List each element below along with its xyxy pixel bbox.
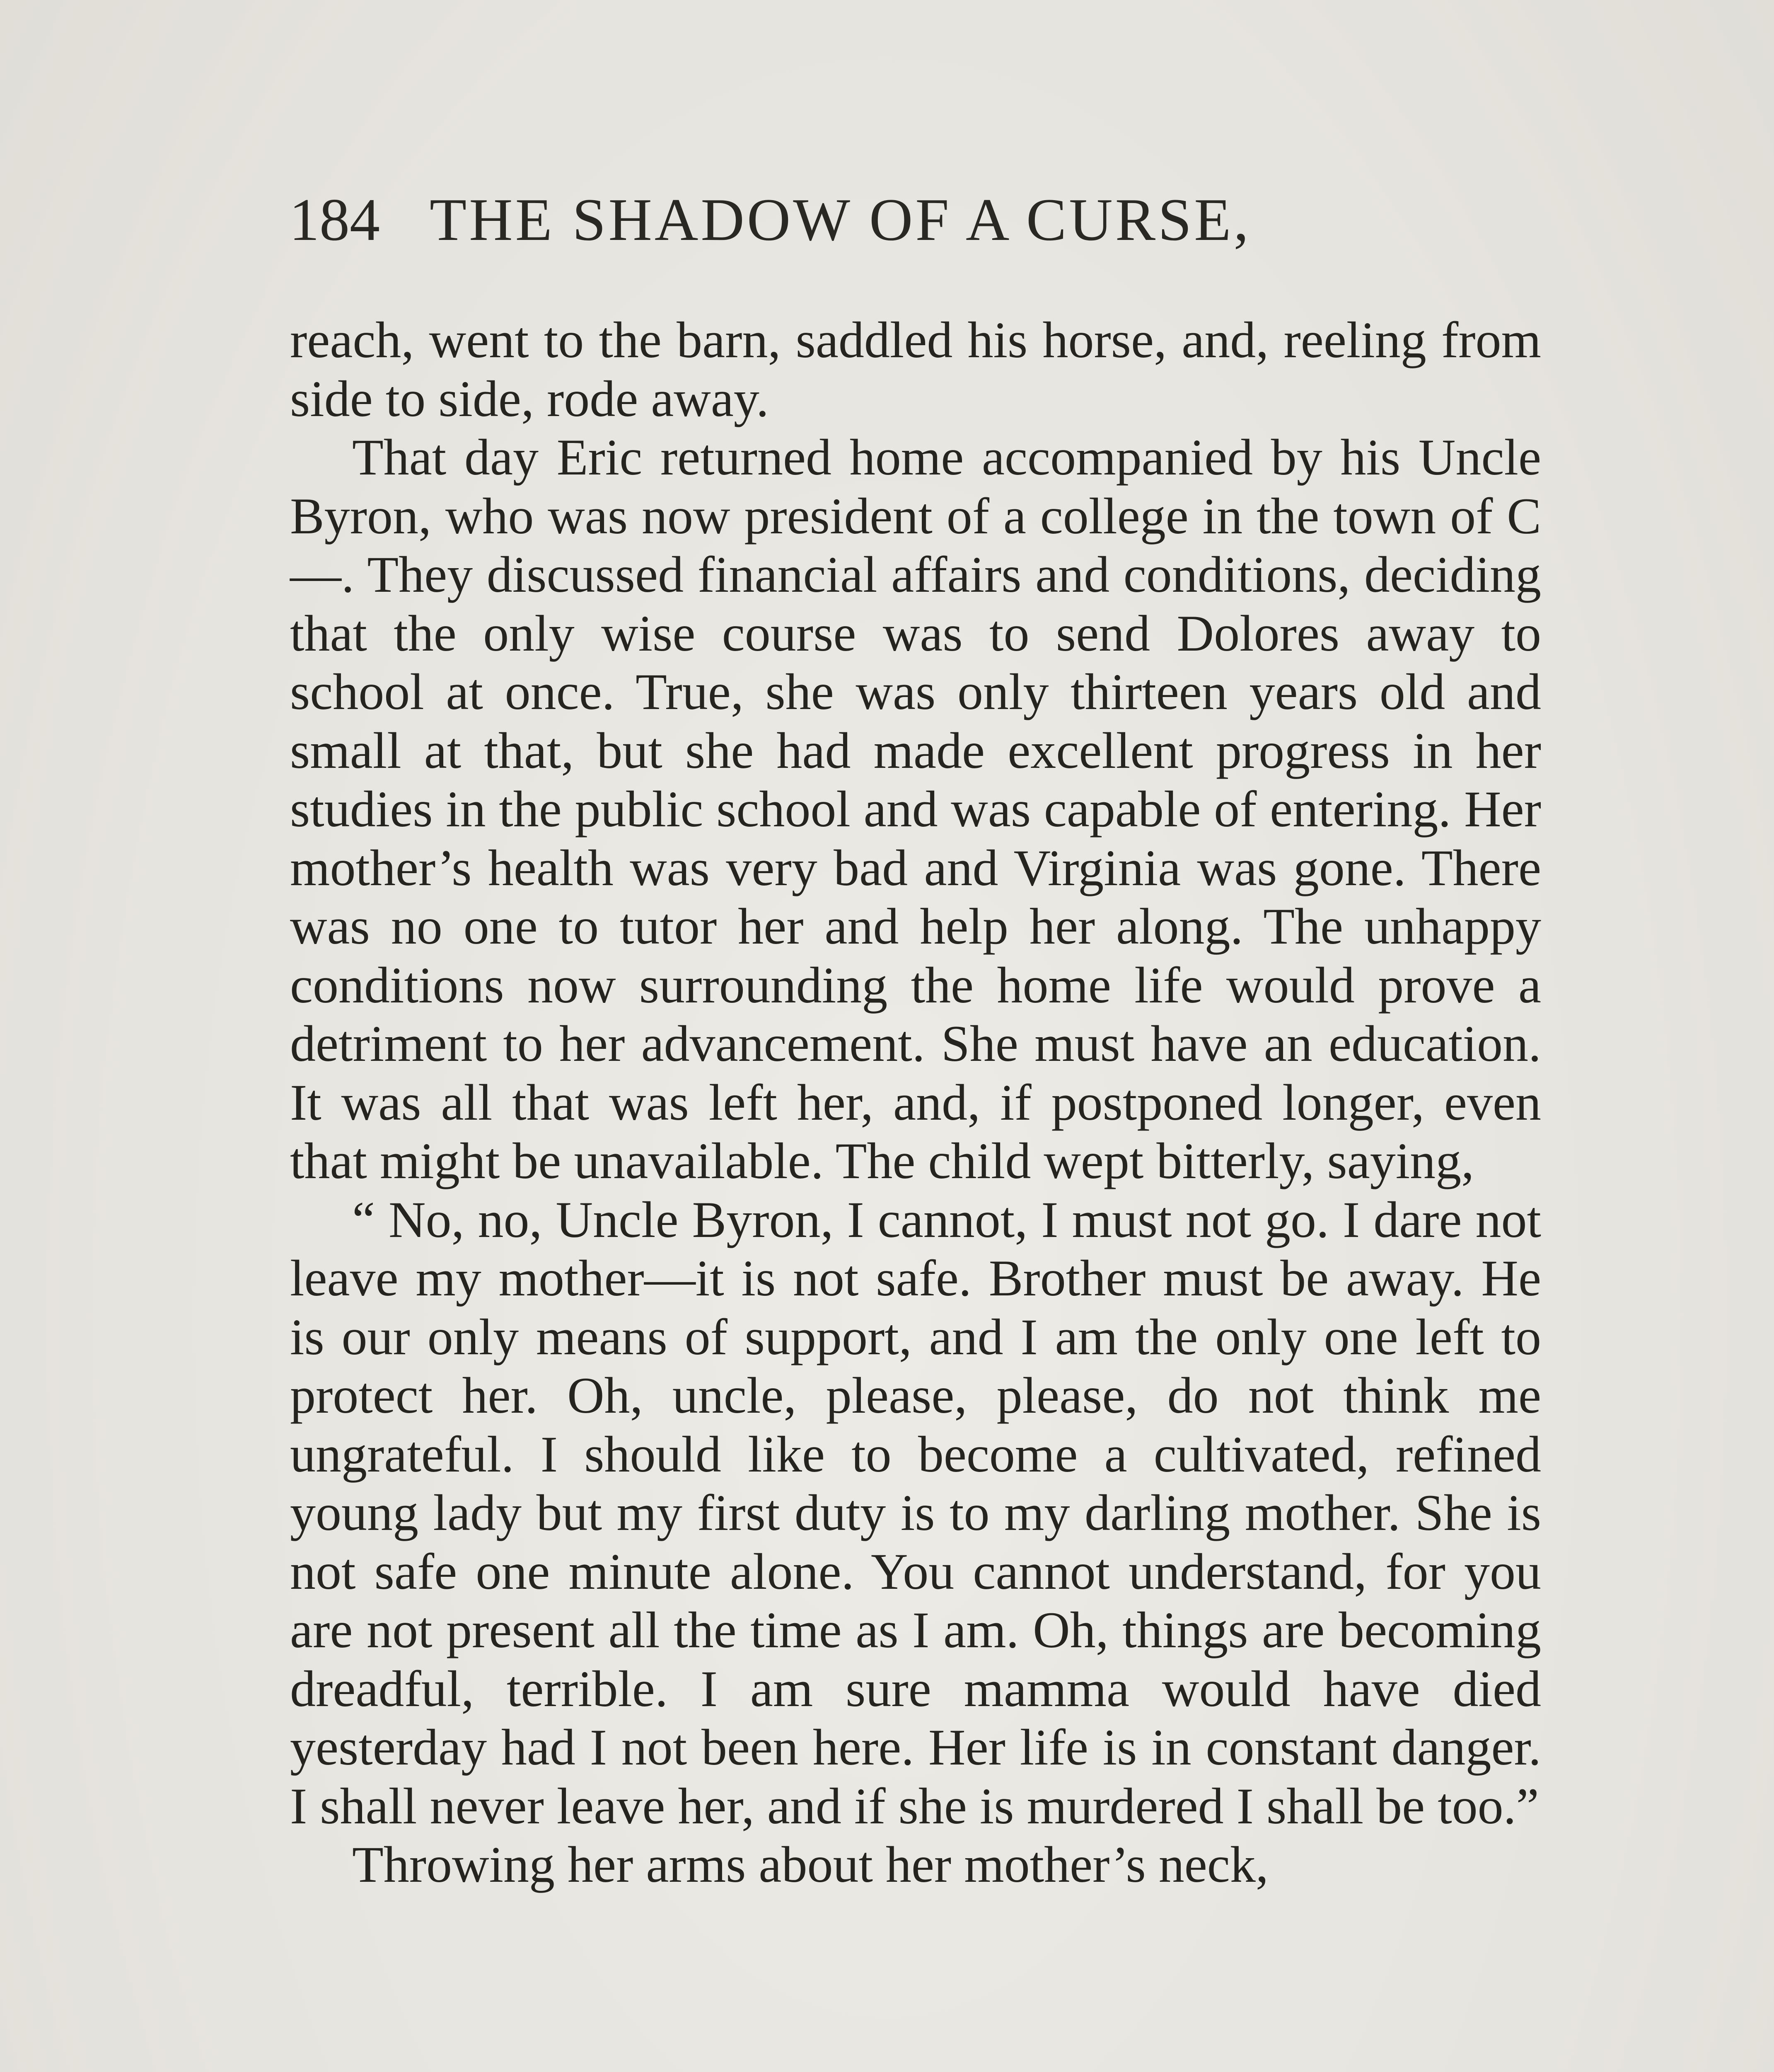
- paragraph: “ No, no, Uncle Byron, I cannot, I must not go. I dare not leave my mother—it is not safe. Brother must be away. He is our only means of support, and I am the only one left to protect her. Oh, uncle, please, please, do not think me ungrateful. I should like to become a cultivated, refined young lady but my first duty is to my darling mother. She is not safe one minute alone. You cannot understand, for you are not present all the time as I am. Oh, things are becoming dreadful, terrible. I am sure mamma would have died yesterday had I not been here. Her life is in constant danger. I shall never leave her, and if she is murdered I shall be too.”: [290, 1191, 1541, 1835]
- page-number: 184: [289, 186, 380, 253]
- paragraph: reach, went to the barn, saddled his horse, and, reeling from side to side, rode away.: [290, 312, 1541, 427]
- running-title: THE SHADOW OF A CURSE,: [430, 186, 1251, 253]
- paragraph: Throwing her arms about her mother’s neck,: [352, 1836, 1269, 1893]
- page-header: [289, 182, 1251, 257]
- body-text: [290, 311, 1541, 1894]
- paragraph: That day Eric returned home accompanied by his Uncle Byron, who was now president of a college in the town of C—. They discussed financial affairs and conditions, deciding that the only wise course was to send Dolores away to school at once. True, she was only thirteen years old and small at that, but she had made excellent progress in her studies in the public school and was capable of entering. Her mother’s health was very bad and Virginia was gone. There was no one to tutor her and help her along. The unhappy conditions now surrounding the home life would prove a detriment to her advancement. She must have an education. It was all that was left her, and, if postponed longer, even that might be unavailable. The child wept bitterly, saying,: [290, 429, 1541, 1189]
